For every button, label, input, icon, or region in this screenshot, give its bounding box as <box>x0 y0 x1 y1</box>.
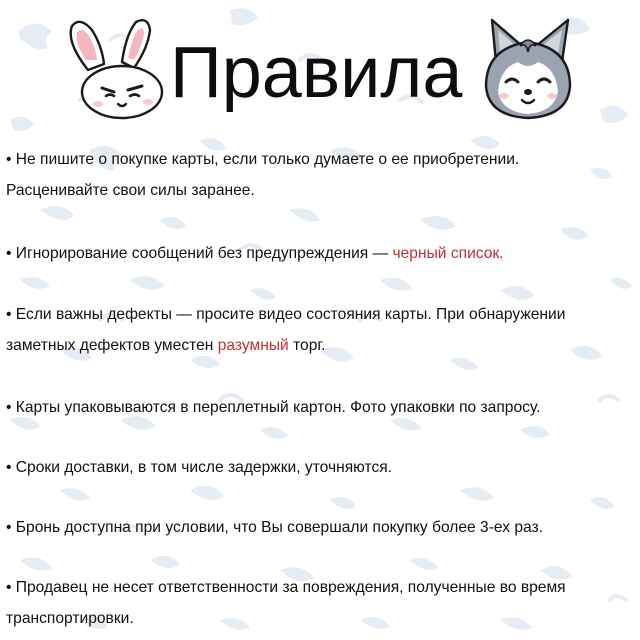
rule-item-6 <box>6 512 632 543</box>
rule-4-text: • Карты упаковываются в переплетный картон. Фото упаковки по запросу. <box>6 399 541 416</box>
page-title: Правила <box>170 33 463 113</box>
rule-1-line-2: Расценивайте свои силы заранее. <box>6 182 255 199</box>
rule-item-5 <box>6 452 632 483</box>
rule-6-text: • Бронь доступна при условии, что Вы совершали покупку более 3-ех раз. <box>6 519 544 536</box>
rule-item-3 <box>6 299 632 361</box>
bunny-mascot-icon <box>62 12 172 122</box>
wolf-mascot-icon <box>478 12 578 122</box>
rule-7-line-1: • Продавец не несет ответственности за повреждения, полученные во время <box>6 579 566 596</box>
rule-item-7 <box>6 572 632 634</box>
rule-3-line-2-post: торг. <box>288 337 326 354</box>
rule-3-line-2 <box>6 330 632 361</box>
rule-1-line-1: • Не пишите о покупке карты, если только думаете о ее приобретении. <box>6 151 520 168</box>
rule-item-2 <box>6 238 632 269</box>
rule-2-text: • Игнорирование сообщений без предупреждения — <box>6 245 393 262</box>
rule-3-accent-text: разумный <box>217 337 289 354</box>
rule-7-line-2: транспортировки. <box>6 610 134 627</box>
rule-3-line-2-pre: заметных дефектов уместен <box>6 337 218 354</box>
rule-item-1 <box>6 144 632 206</box>
rule-2-accent-text: черный список. <box>392 245 504 262</box>
rule-5-text: • Сроки доставки, в том числе задержки, уточняются. <box>6 459 393 476</box>
rule-3-line-1: • Если важны дефекты — просите видео состояния карты. При обнаружении <box>6 306 566 323</box>
header <box>0 0 640 140</box>
rule-item-4 <box>6 392 632 423</box>
